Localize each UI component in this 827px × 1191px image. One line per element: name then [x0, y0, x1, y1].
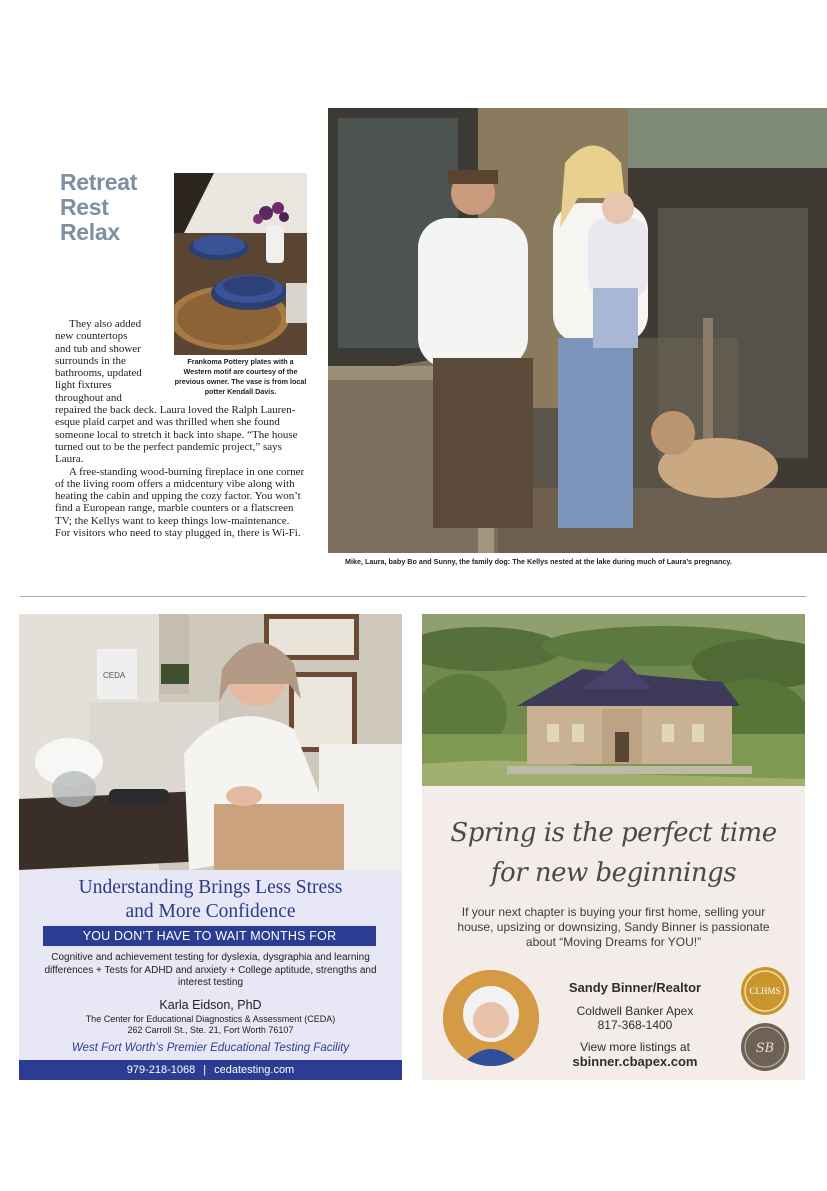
- family-deck-photo: [328, 108, 827, 553]
- ceda-headline: [19, 876, 402, 924]
- ceda-contact-separator: |: [203, 1064, 207, 1076]
- agent-name: Sandy Binner/Realtor: [568, 980, 702, 995]
- script-headline-line-2: for new beginnings: [490, 858, 737, 888]
- body-line: bathrooms, updated: [55, 367, 142, 380]
- article-body: [55, 318, 307, 539]
- body-line: surrounds in the: [55, 354, 126, 367]
- sb-monogram-icon: [740, 1022, 790, 1072]
- office-portrait-illustration: [19, 614, 402, 870]
- headline-line: Retreat: [60, 169, 138, 195]
- sandy-binner-photo: [443, 970, 539, 1066]
- agent-portrait-illustration: [443, 970, 539, 1066]
- section-divider: [20, 596, 806, 597]
- body-paragraph: A free-standing wood-burning fireplace in one corner of the living room offers a midcentury vibe along with heating the cabin and upping the cozy factor. You won’t find a European range, marble counters or a flatscreen TV; the Kellys want to keep things low-maintenance. For visitors who need to stay plugged in, there is Wi-Fi.: [55, 465, 305, 540]
- ceda-advertisement: [19, 614, 402, 1080]
- clhms-badge-text: CLHMS: [749, 986, 781, 996]
- ceda-doctor-name: Karla Eidson, PhD: [159, 998, 262, 1012]
- agent-listings-label: View more listings at: [580, 1040, 690, 1054]
- article-headline: [60, 170, 172, 245]
- ceda-sign-text: CEDA: [103, 671, 126, 680]
- ceda-contact-bar: [19, 1060, 402, 1080]
- realtor-description: If your next chapter is buying your first home, selling your house, upsizing or downsizing, Sandy Binner is passionate about “Moving Dreams for YOU!”: [457, 905, 770, 949]
- family-deck-illustration: [328, 108, 827, 553]
- ceda-center-name: The Center for Educational Diagnostics & Assessment (CEDA): [85, 1014, 336, 1024]
- ceda-address: 262 Carroll St., Ste. 21, Fort Worth 76107: [127, 1025, 294, 1035]
- body-paragraph: repaired the back deck. Laura loved the Ralph Lauren-esque plaid carpet and was thrilled when she found someone local to stretch it back into shape. “The house turned out to be the perfect pandemic project,” says Laura.: [55, 404, 298, 466]
- ceda-banner: YOU DON’T HAVE TO WAIT MONTHS FOR: [43, 926, 376, 946]
- sb-monogram-text: SB: [755, 1041, 775, 1056]
- agent-listings-link[interactable]: sbinner.cbapex.com: [572, 1054, 698, 1069]
- pottery-photo-caption: Frankoma Pottery plates with a Western motif are courtesy of the previous owner. The vase is from local potter Kendall Davis.: [174, 357, 307, 396]
- ceda-description: Cognitive and achievement testing for dyslexia, dysgraphia and learning differences + Tests for ADHD and anxiety + College aptitude, strengths and interest testing: [44, 952, 377, 988]
- estate-house-illustration: [422, 614, 805, 786]
- ceda-headline-line-1: Understanding Brings Less Stress: [78, 877, 343, 898]
- script-headline-line-1: Spring is the perfect time: [450, 818, 777, 848]
- headline-line: Relax: [60, 219, 120, 245]
- body-line: new countertops: [55, 330, 128, 343]
- body-line: throughout and: [55, 391, 122, 404]
- agent-contact-block: [550, 980, 720, 1069]
- body-line: light fixtures: [55, 379, 112, 392]
- headline-line: Rest: [60, 194, 109, 220]
- body-narrow-column: [55, 318, 159, 404]
- ceda-tagline: West Fort Worth’s Premier Educational Testing Facility: [71, 1042, 350, 1054]
- clhms-badge-icon: [740, 966, 790, 1016]
- agent-phone[interactable]: 817-368-1400: [597, 1018, 673, 1032]
- body-line: and tub and shower: [55, 342, 141, 355]
- ceda-website-link[interactable]: cedatesting.com: [214, 1064, 295, 1076]
- realtor-advertisement: [422, 614, 805, 1080]
- estate-aerial-photo: [422, 614, 805, 786]
- karla-eidson-photo: [19, 614, 402, 870]
- family-photo-caption: Mike, Laura, baby Bo and Sunny, the family dog: The Kellys nested at the lake during much of Laura’s pregnancy.: [345, 557, 732, 566]
- agent-company: Coldwell Banker Apex: [576, 1004, 694, 1018]
- ceda-headline-line-2: and More Confidence: [125, 901, 296, 922]
- body-line: They also added: [69, 318, 142, 330]
- ceda-phone[interactable]: 979-218-1068: [126, 1064, 196, 1076]
